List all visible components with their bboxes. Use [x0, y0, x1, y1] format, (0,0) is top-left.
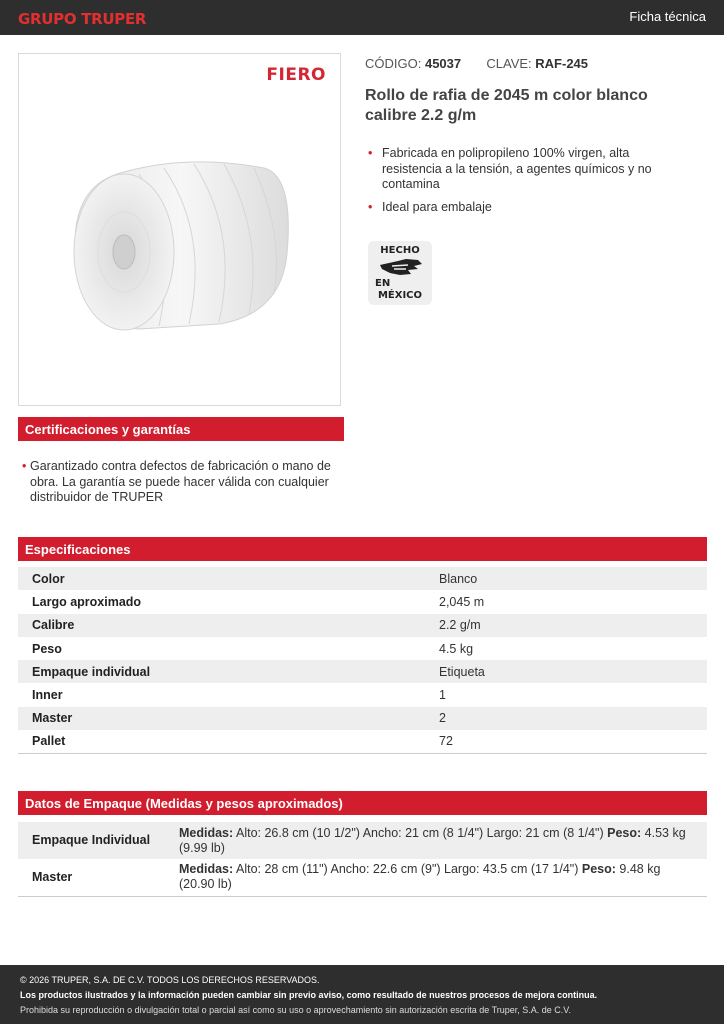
packaging-details [179, 859, 707, 896]
clave-label: CLAVE: [486, 56, 532, 71]
spec-label: Inner [32, 688, 63, 703]
medidas-label: Medidas: [179, 862, 234, 877]
spec-label: Empaque individual [18, 660, 439, 683]
packaging-details [179, 822, 707, 859]
product-title: Rollo de rafia de 2045 m color blanco calibre 2.2 g/m [365, 87, 648, 124]
medidas-label: Medidas: [179, 825, 234, 840]
medidas-value: Alto: 28 cm (11") Ancho: 22.6 cm (9") Largo: 43.5 cm (17 1/4") [235, 862, 579, 877]
peso-value: 4.53 kg (9.99 lb) [179, 825, 686, 855]
raffia-roll-image [69, 154, 299, 344]
spec-value: Blanco [439, 567, 707, 590]
footer [0, 965, 724, 1024]
spec-label: Pallet [18, 730, 439, 753]
fiero-brand-logo: FIERO [266, 65, 326, 85]
footer-prohibition: Prohibida su reproducción o divulgación total o parcial así como su uso o aprovechamiento sin autorización escrita de Truper, S.A. de C.V. [20, 1005, 571, 1015]
product-codes [365, 56, 588, 71]
spec-label: Peso [32, 641, 62, 656]
product-image [18, 53, 341, 406]
bullet-icon: • [22, 459, 27, 473]
especificaciones-header: Especificaciones [18, 537, 707, 561]
table-row [18, 730, 707, 753]
spec-label: Master [18, 707, 439, 730]
spec-label: Color [18, 567, 439, 590]
peso-value: 9.48 kg (20.90 lb) [179, 862, 661, 892]
feature-item: • Fabricada en polipropileno 100% virgen, alta resistencia a la tensión, a agentes químicos y no contamina [368, 146, 652, 191]
ficha-tecnica-label: Ficha técnica [629, 9, 706, 24]
garantia-text: Garantizado contra defectos de fabricación o mano de obra. La garantía se puede hacer válida con cualquier distribuidor de TRUPER [30, 459, 331, 504]
certificaciones-header: Certificaciones y garantías [18, 417, 344, 441]
bullet-icon: • [368, 199, 373, 214]
table-row [18, 660, 707, 683]
medidas-value: Alto: 26.8 cm (10 1/2") Ancho: 21 cm (8 1/4") Largo: 21 cm (8 1/4") [235, 825, 604, 840]
table-row [18, 590, 707, 613]
badge-line-2: EN [375, 278, 391, 289]
specs-table [18, 567, 707, 754]
top-bar [0, 0, 724, 35]
badge-line-3: MÉXICO [377, 290, 423, 301]
hecho-en-mexico-badge [368, 241, 432, 305]
feature-item: • Ideal para embalaje [368, 199, 492, 214]
spec-value: 1 [439, 688, 446, 703]
table-row [18, 859, 707, 896]
table-row [18, 637, 707, 660]
garantia-text-block [22, 459, 342, 506]
badge-line-1: HECHO [380, 245, 420, 256]
footer-notice: Los productos ilustrados y la información pueden cambiar sin previo aviso, como resultado de nuestros procesos de mejora continua. [20, 990, 598, 1000]
feature-list [368, 146, 688, 222]
eagle-hand-icon [378, 257, 424, 279]
clave-value: RAF-245 [535, 56, 589, 71]
spec-label: Largo aproximado [32, 594, 142, 609]
table-row [18, 707, 707, 730]
footer-copyright: © 2026 TRUPER, S.A. DE C.V. TODOS LOS DERECHOS RESERVADOS. [20, 975, 320, 985]
peso-label: Peso: [607, 825, 642, 840]
spec-value: 2.2 g/m [439, 614, 707, 637]
packaging-table [18, 822, 707, 897]
peso-label: Peso: [581, 862, 616, 877]
codigo-value: 45037 [424, 56, 462, 71]
spec-value: 4.5 kg [439, 641, 474, 656]
spec-value: 2 [439, 707, 707, 730]
spec-value: 72 [439, 730, 707, 753]
spec-value: 2,045 m [439, 594, 485, 609]
spec-label: Calibre [18, 614, 439, 637]
spec-value: Etiqueta [439, 660, 707, 683]
table-row [18, 614, 707, 637]
empaque-header: Datos de Empaque (Medidas y pesos aproximados) [18, 791, 707, 815]
grupo-truper-logo: GRUPO TRUPER [18, 10, 147, 28]
codigo-label: CÓDIGO: [365, 56, 422, 71]
packaging-label: Empaque Individual [18, 822, 179, 859]
table-row [18, 683, 707, 706]
table-row [18, 567, 707, 590]
table-row [18, 822, 707, 859]
bullet-icon: • [368, 146, 373, 160]
packaging-label: Master [18, 859, 179, 896]
